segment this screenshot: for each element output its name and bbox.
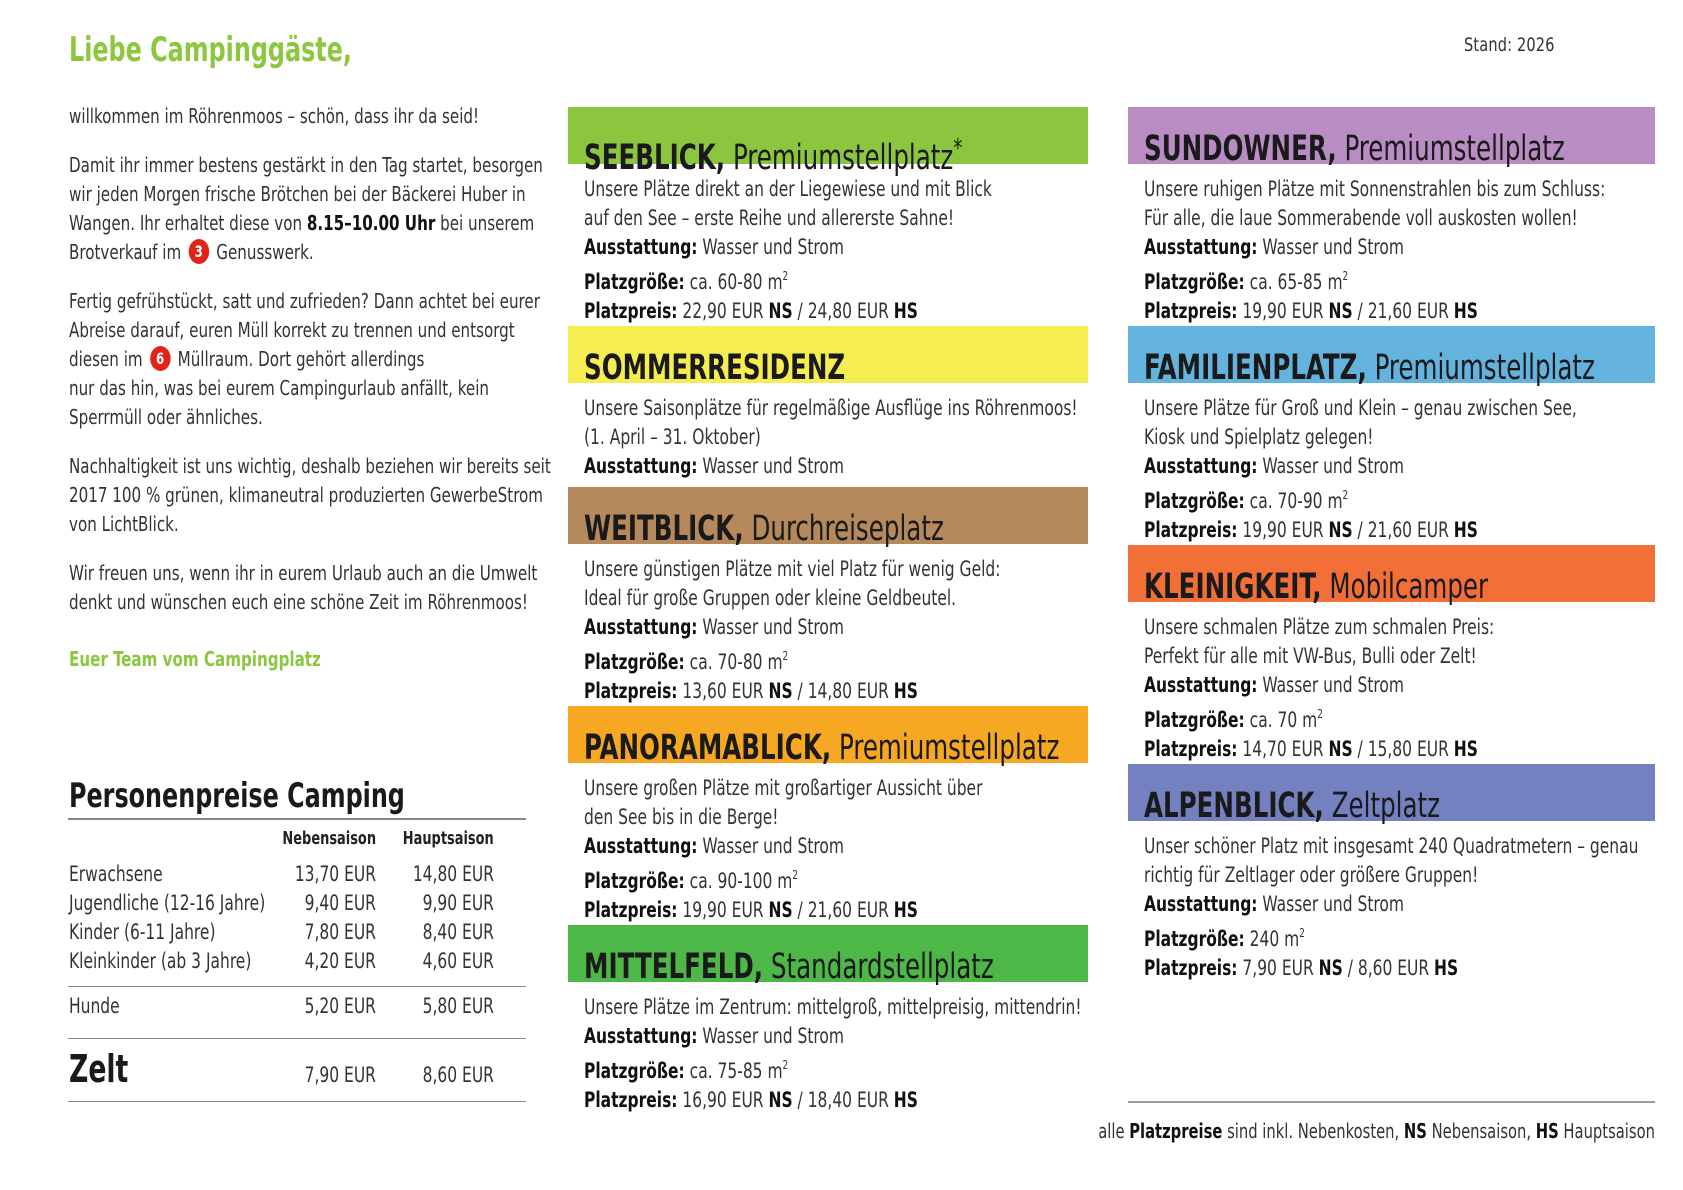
table-row: Kleinkinder (ab 3 Jahre) 4,20 EUR 4,60 EUR: [69, 949, 494, 973]
pitch-details: Unsere Plätze im Zentrum: mittelgroß, mittelpreisig, mittendrin! Ausstattung: Wasser und Strom Platzgröße: ca. 75-85 $m^2$ Platzpreis: 16,90 EUR NS / 18,40 EUR HS: [584, 995, 1082, 1112]
pitch-details: Unsere günstigen Plätze mit viel Platz für wenig Geld: Ideal für große Gruppen oder kleine Geldbeutel. Ausstattung: Wasser und Strom Platzgröße: ca. 70-80 $m^2$ Platzpreis: 13,60 EUR NS / 14,80 EUR HS: [584, 557, 1001, 703]
bread-time: 8.15–10.00 Uhr: [306, 211, 436, 235]
pitch-title: PANORAMABLICK, Premiumstellplatz: [584, 728, 1060, 768]
intro-text: [69, 102, 551, 694]
pitch-details: Unsere Plätze direkt an der Liegewiese und mit Blick auf den See – erste Reihe und allererste Sahne! Ausstattung: Wasser und Strom Platzgröße: ca. 60-80 $m^2$ Platzpreis: 22,90 EUR NS / 24,80 EUR HS: [584, 177, 992, 323]
tent-price-row: Zelt 7,90 EUR 8,60 EUR: [69, 1047, 494, 1091]
person-prices-title: Personenpreise Camping: [69, 776, 405, 816]
price-footnote: alle Platzpreise sind inkl. Nebenkosten, NS Nebensaison, HS Hauptsaison: [1098, 1119, 1655, 1143]
pitch-title: SOMMERRESIDENZ: [584, 348, 846, 388]
pitch-title: SUNDOWNER, Premiumstellplatz: [1144, 129, 1565, 169]
pitch-title: WEITBLICK, Durchreiseplatz: [584, 509, 944, 549]
person-prices-header: [68, 820, 526, 854]
pitch-title: KLEINIGKEIT, Mobilcamper: [1144, 567, 1489, 607]
location-badge-3: 3: [189, 239, 209, 264]
location-badge-6: 6: [150, 346, 171, 371]
pitch-title: SEEBLICK, Premiumstellplatz*: [584, 134, 963, 178]
pitch-title: ALPENBLICK, Zeltplatz: [1144, 786, 1441, 826]
pitch-details: Unser schöner Platz mit insgesamt 240 Quadratmetern – genau richtig für Zeltlager oder größere Gruppen! Ausstattung: Wasser und Strom Platzgröße: 240 $m^2$ Platzpreis: 7,90 EUR NS / 8,60 EUR HS: [1144, 834, 1639, 980]
greeting-heading: Liebe Campinggäste,: [69, 30, 352, 70]
person-prices-table: [68, 818, 526, 1102]
footnote-divider: [1128, 1101, 1655, 1103]
pitch-details: Unsere ruhigen Plätze mit Sonnenstrahlen bis zum Schluss: Für alle, die laue Sommerabende voll auskosten wollen! Ausstattung: Wasser und Strom Platzgröße: ca. 65-85 $m^2$ Platzpreis: 19,90 EUR NS / 21,60 EUR HS: [1144, 177, 1606, 323]
pitch-details: Unsere Saisonplätze für regelmäßige Ausflüge ins Röhrenmoos! (1. April – 31. Oktober) Ausstattung: Wasser und Strom: [584, 396, 1078, 478]
pitch-details: Unsere großen Plätze mit großartiger Aussicht über den See bis in die Berge! Ausstattung: Wasser und Strom Platzgröße: ca. 90-100 $m^2$ Platzpreis: 19,90 EUR NS / 21,60 EUR HS: [584, 776, 983, 922]
col-hauptsaison: Hauptsaison: [402, 828, 494, 849]
dog-price-row: Hunde 5,20 EUR 5,80 EUR: [69, 994, 494, 1018]
pitch-details: Unsere schmalen Plätze zum schmalen Preis: Perfekt für alle mit VW-Bus, Bulli oder Zelt! Ausstattung: Wasser und Strom Platzgröße: ca. 70 $m^2$ Platzpreis: 14,70 EUR NS / 15,80 EUR HS: [1144, 615, 1495, 761]
table-row: Erwachsene 13,70 EUR 14,80 EUR: [69, 862, 494, 886]
intro-signoff: Euer Team vom Campingplatz: [69, 647, 321, 671]
intro-waste: Fertig gefrühstückt, satt und zufrieden? Dann achtet bei eurer Abreise darauf, euren Müll korrekt zu trennen und entsorgt diesen im 6 Müllraum. Dort gehört allerdings nur das hin, was bei eurem Campingurlaub anfällt, kein Sperrmüll oder ähnliches.: [69, 289, 540, 429]
pitch-title: FAMILIENPLATZ, Premiumstellplatz: [1144, 348, 1595, 388]
table-row: Jugendliche (12-16 Jahre) 9,40 EUR 9,90 EUR: [69, 891, 494, 915]
table-row: Kinder (6-11 Jahre) 7,80 EUR 8,40 EUR: [69, 920, 494, 944]
pitch-details: Unsere Plätze für Groß und Klein – genau zwischen See, Kiosk und Spielplatz gelegen! Ausstattung: Wasser und Strom Platzgröße: ca. 70-90 $m^2$ Platzpreis: 19,90 EUR NS / 21,60 EUR HS: [1144, 396, 1577, 542]
intro-welcome: willkommen im Röhrenmoos – schön, dass ihr da seid!: [69, 104, 480, 128]
intro-breakfast: Damit ihr immer bestens gestärkt in den Tag startet, besorgen wir jeden Morgen frische Brötchen bei der Bäckerei Huber in Wangen. Ihr erhaltet diese von 8.15–10.00 Uhr bei unserem Brotverkauf im 3 Genusswerk.: [69, 153, 543, 264]
stand-date: Stand: 2026: [1464, 34, 1555, 56]
intro-sustainability: Nachhaltigkeit ist uns wichtig, deshalb beziehen wir bereits seit 2017 100 % grünen, klimaneutral produzierten GewerbeStrom von LichtBlick.: [69, 454, 551, 536]
col-nebensaison: Nebensaison: [282, 828, 376, 849]
intro-closing: Wir freuen uns, wenn ihr in eurem Urlaub auch an die Umwelt denkt und wünschen euch eine schöne Zeit im Röhrenmoos!: [69, 561, 538, 614]
pitch-title: MITTELFELD, Standardstellplatz: [584, 947, 994, 987]
